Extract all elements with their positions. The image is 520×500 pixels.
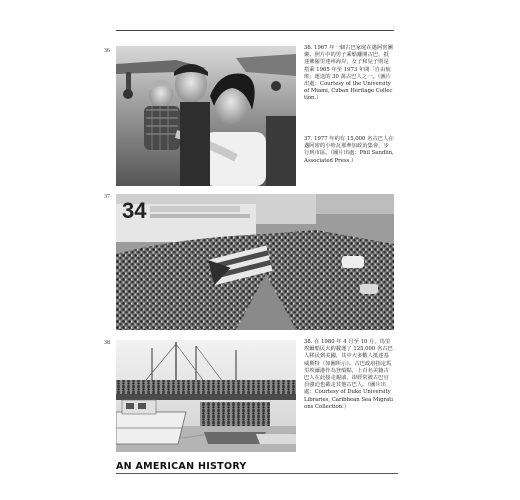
top-rule — [116, 30, 394, 31]
running-footer-title: AN AMERICAN HISTORY — [116, 461, 247, 472]
figure-number: 37 — [104, 194, 110, 200]
caption-figure-38: 38. 在 1980 年 4 月至 10 月，馬里埃爾船民大約載運了 125,000 名古巴人移民到美國，其中大多數人抵達基威斯特（如圖所示）。古巴政府指定馬里埃爾港作為登船點，上百名美籍古巴人在此接走親戚，卻經常被古巴官員強迫也載走其他古巴人。（圖片出處：Courtesy of Duke University Libraries, Caribbean Sea Migrations Collection.） — [304, 339, 393, 410]
figure-number: 38 — [104, 340, 110, 346]
footer-rule — [116, 473, 398, 474]
photo-key-west-boats-image — [116, 340, 296, 452]
photo-little-havana-march-image — [116, 194, 394, 330]
photo-little-havana-march — [116, 194, 394, 330]
building-sign: 34 — [122, 198, 147, 223]
figure-number: 36 — [104, 48, 110, 54]
photo-family-reunion — [116, 46, 296, 186]
photo-key-west-boats — [116, 340, 296, 452]
caption-figure-37: 37. 1977 年約有 15,000 名古巴人在邁阿密的小哈瓦那參加政治集會，步行到市區。（圖片出處：Phil Sandlin, Associated Press.） — [304, 136, 394, 164]
caption-figure-36: 36. 1967 年一個古巴家庭在邁阿密團聚。照片中的男子乘船離開古巴，抵達佛羅里達州海岸，女子和兒子則是搭乘 1965 年至 1973 年間「自由航班」運送的 30 萬古巴人之一。（圖片出處：Courtesy of the University of Miami, Cuban Heritage Collection.） — [304, 45, 393, 102]
photo-family-reunion-image — [116, 46, 296, 186]
